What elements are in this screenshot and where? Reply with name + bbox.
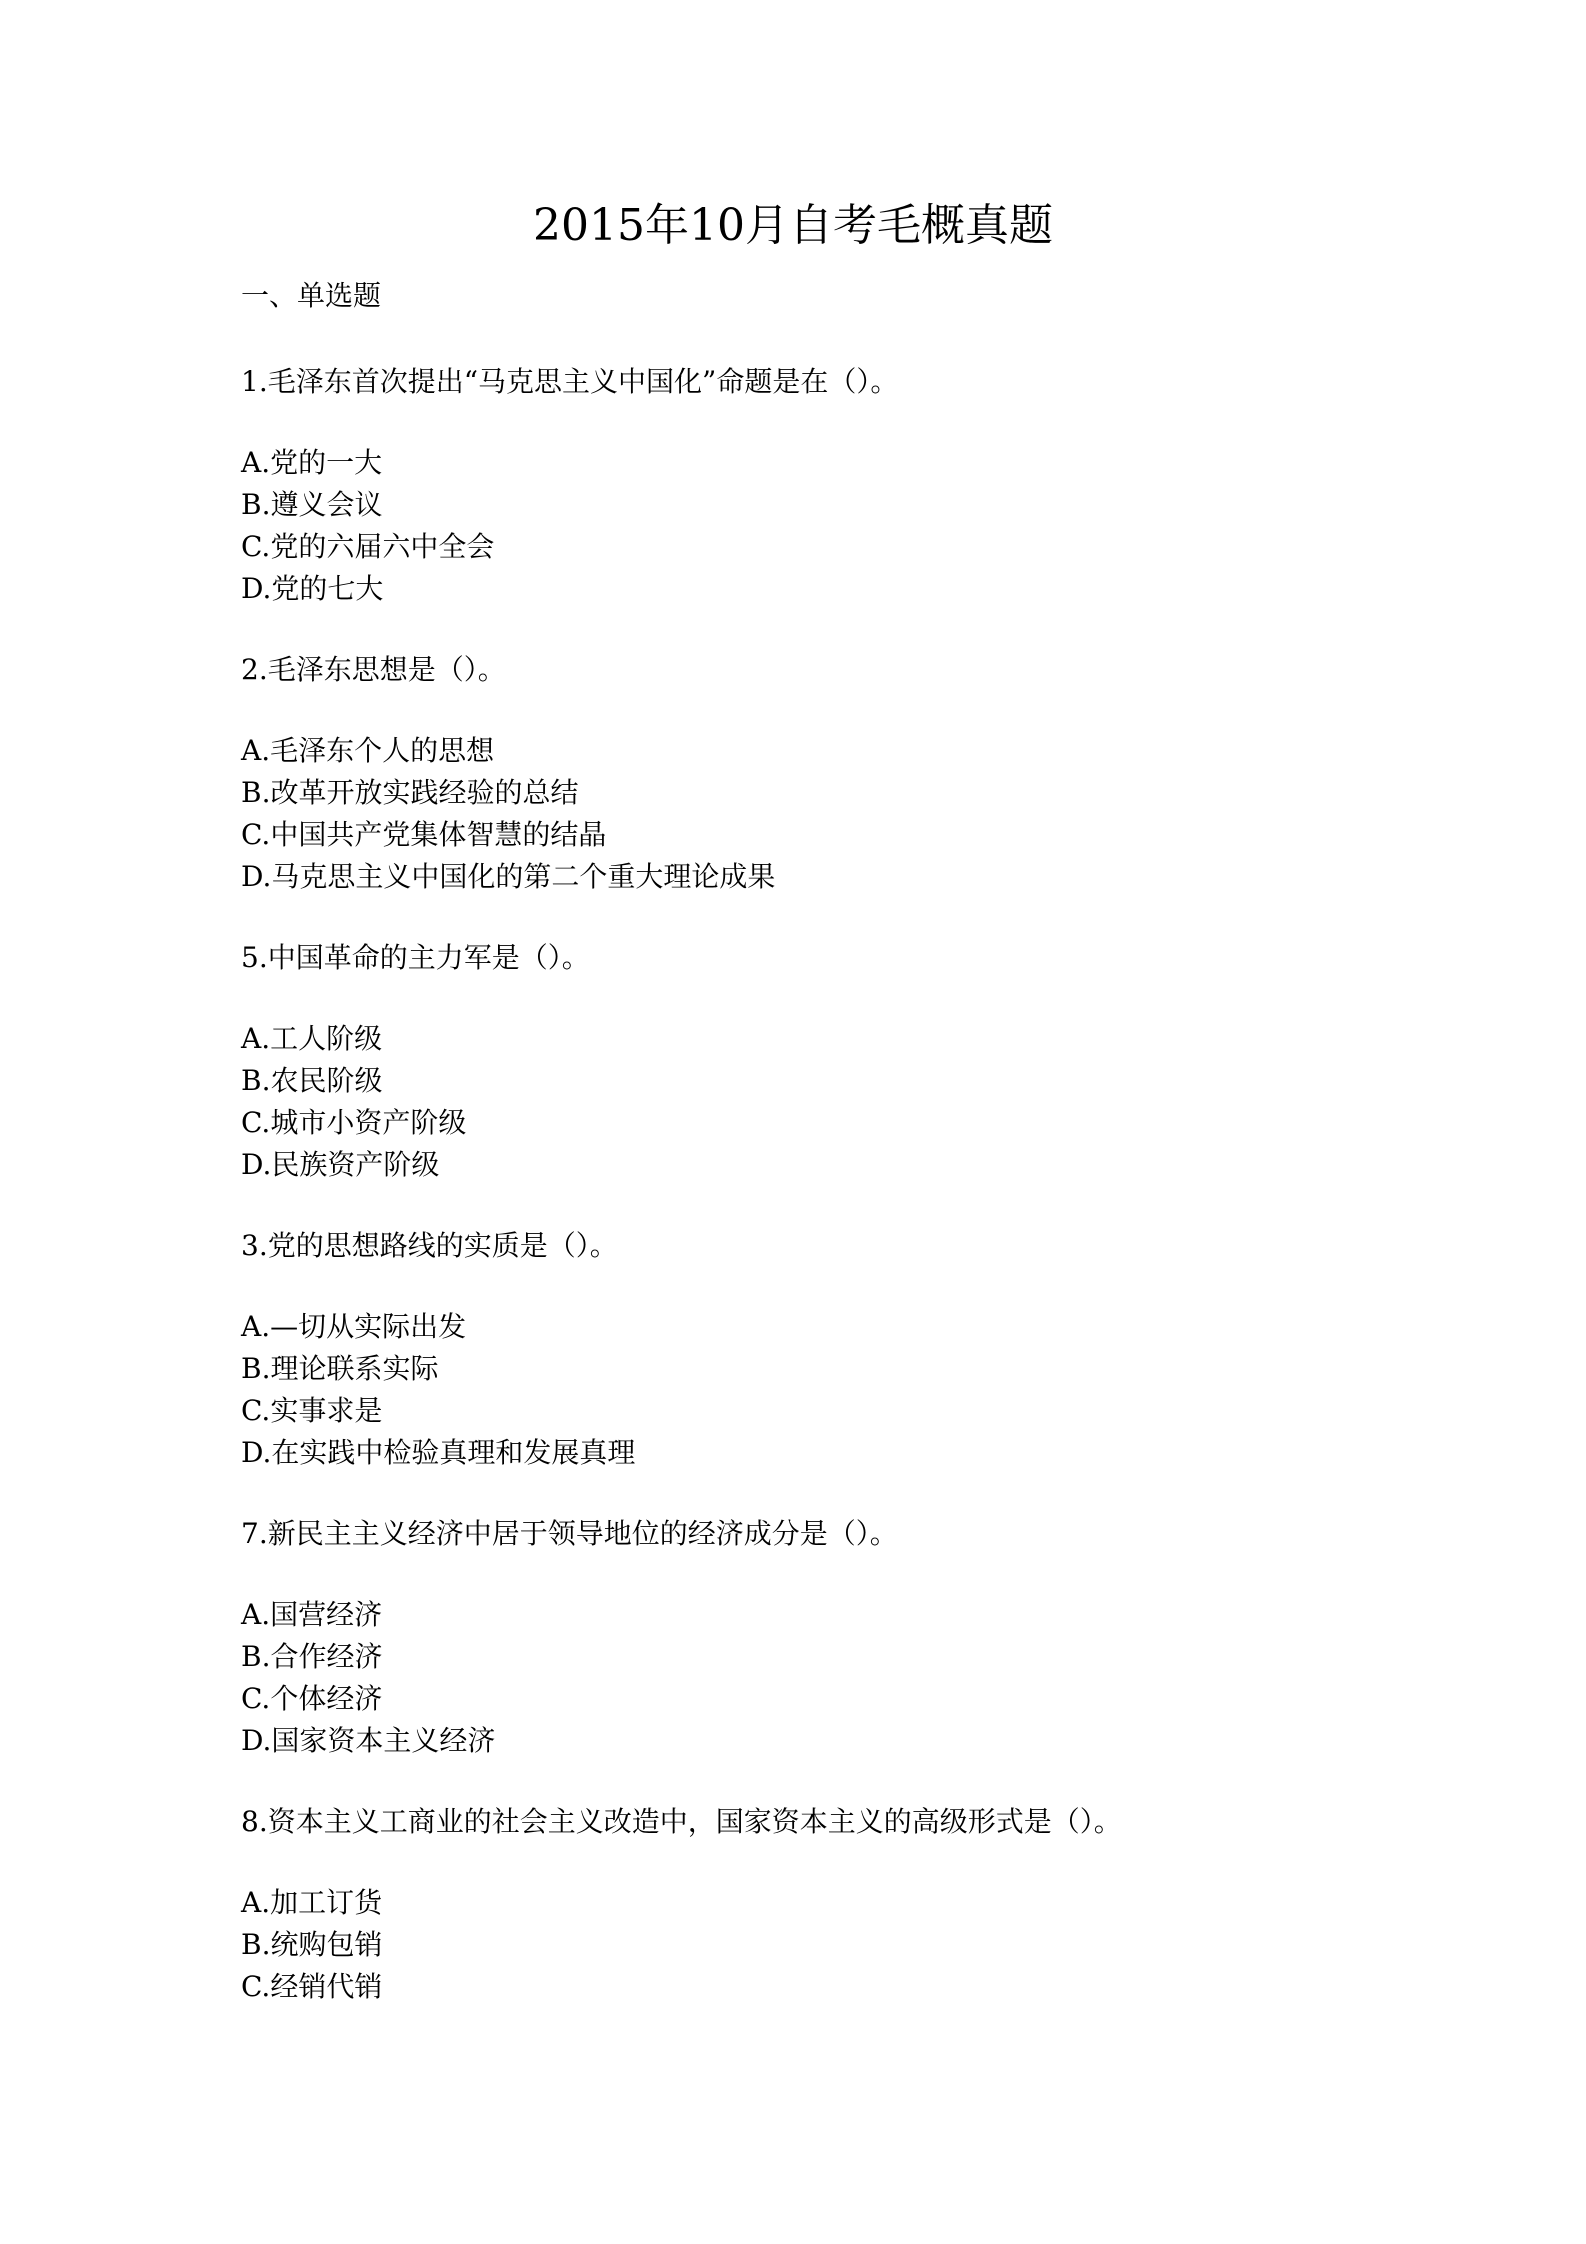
question-text: 5.中国革命的主力军是（）。 xyxy=(241,941,590,974)
option-a: A.—切从实际出发 xyxy=(241,1310,467,1343)
question-text: 2.毛泽东思想是（）。 xyxy=(241,653,506,686)
option-list xyxy=(241,1306,1441,1474)
option-b: B.改革开放实践经验的总结 xyxy=(241,776,579,809)
question-text: 3.党的思想路线的实质是（）。 xyxy=(241,1229,618,1262)
document-title: 2015年10月自考毛概真题 xyxy=(533,200,1053,251)
option-c: C.经销代销 xyxy=(241,1970,383,2003)
option-d: D.党的七大 xyxy=(241,572,384,605)
option-list xyxy=(241,1018,1441,1186)
option-list xyxy=(241,1594,1441,1762)
question-text: 7.新民主主义经济中居于领导地位的经济成分是（）。 xyxy=(241,1517,898,1550)
option-list xyxy=(241,730,1441,898)
option-c: C.城市小资产阶级 xyxy=(241,1106,467,1139)
option-c: C.党的六届六中全会 xyxy=(241,530,495,563)
section-heading: 一、单选题 xyxy=(241,279,382,312)
option-d: D.国家资本主义经济 xyxy=(241,1724,496,1757)
option-a: A.党的一大 xyxy=(241,446,383,479)
question-list xyxy=(241,361,1441,2047)
question-text: 8.资本主义工商业的社会主义改造中，国家资本主义的高级形式是（）。 xyxy=(241,1805,1122,1838)
option-a: A.工人阶级 xyxy=(241,1022,383,1055)
option-list xyxy=(241,442,1441,610)
question-3 xyxy=(241,1225,1441,1474)
question-1 xyxy=(241,361,1441,610)
option-d: D.民族资产阶级 xyxy=(241,1148,440,1181)
question-text: 1.毛泽东首次提出“马克思主义中国化”命题是在（）。 xyxy=(241,365,899,398)
option-d: D.在实践中检验真理和发展真理 xyxy=(241,1436,636,1469)
option-a: A.毛泽东个人的思想 xyxy=(241,734,495,767)
option-b: B.合作经济 xyxy=(241,1640,383,1673)
option-c: C.中国共产党集体智慧的结晶 xyxy=(241,818,607,851)
option-c: C.个体经济 xyxy=(241,1682,383,1715)
option-d: D.马克思主义中国化的第二个重大理论成果 xyxy=(241,860,776,893)
question-2 xyxy=(241,649,1441,898)
option-b: B.理论联系实际 xyxy=(241,1352,439,1385)
option-a: A.加工订货 xyxy=(241,1886,383,1919)
option-list xyxy=(241,1882,1441,2008)
option-b: B.农民阶级 xyxy=(241,1064,383,1097)
option-b: B.遵义会议 xyxy=(241,488,383,521)
question-7 xyxy=(241,1513,1441,1762)
option-c: C.实事求是 xyxy=(241,1394,383,1427)
option-b: B.统购包销 xyxy=(241,1928,383,1961)
question-8 xyxy=(241,1801,1441,2008)
question-5 xyxy=(241,937,1441,1186)
option-a: A.国营经济 xyxy=(241,1598,383,1631)
